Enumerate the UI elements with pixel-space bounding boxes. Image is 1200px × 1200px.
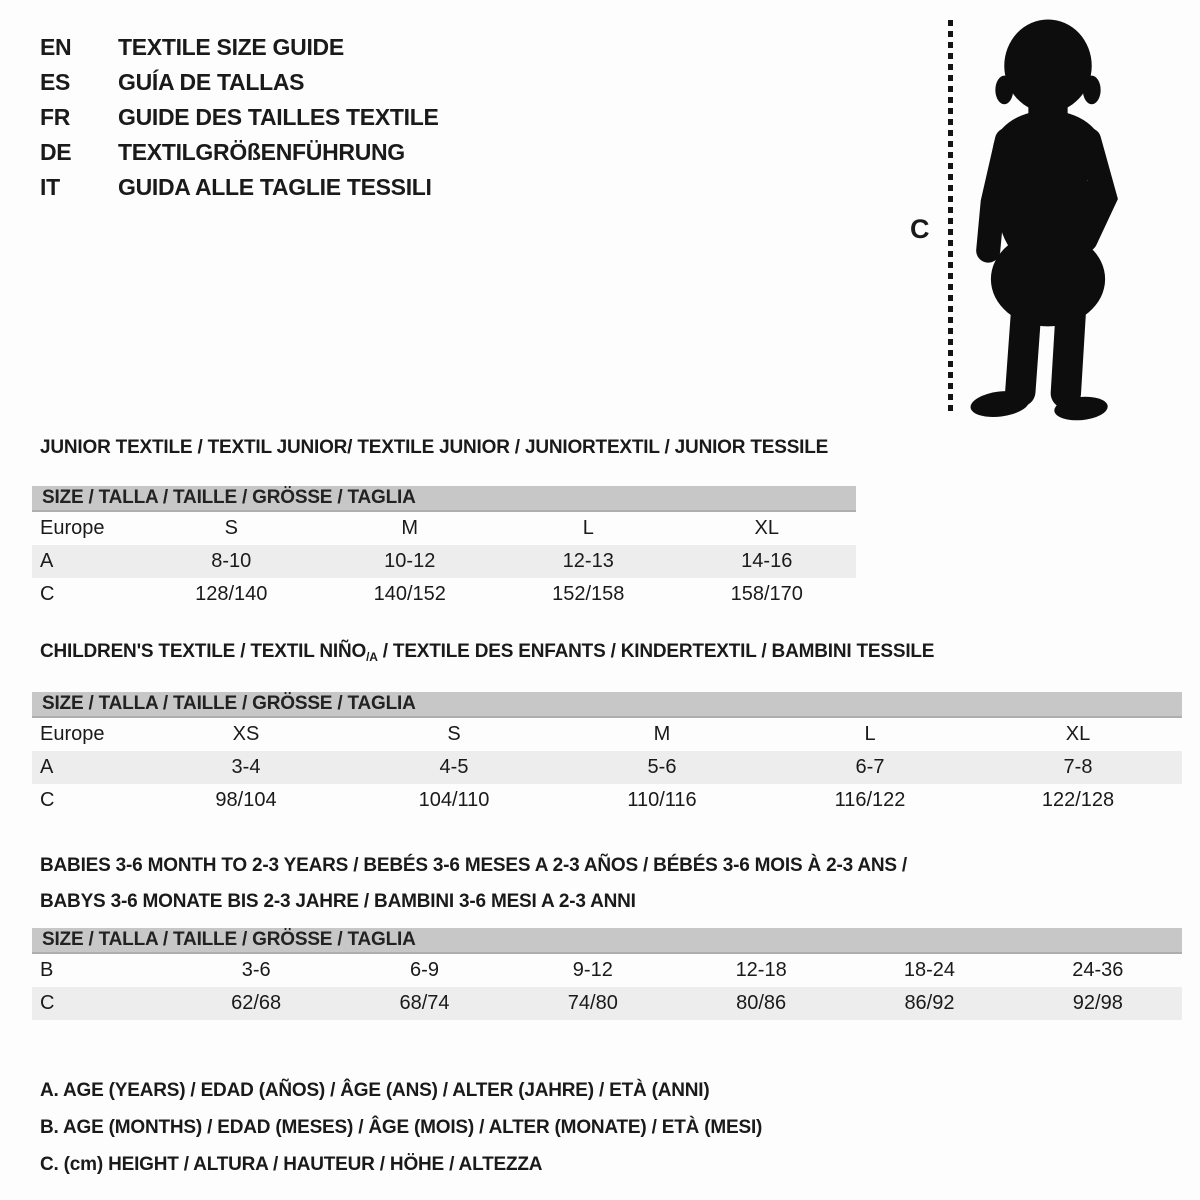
age-cell: 3-6 (241, 959, 271, 981)
height-cell: 152/158 (552, 583, 625, 605)
height-cell: 110/116 (627, 789, 697, 811)
height-cell: 140/152 (373, 583, 446, 605)
row-label: A (40, 756, 54, 778)
size-cell: M (401, 517, 419, 539)
height-cell: 86/92 (904, 992, 955, 1014)
size-cell: XS (232, 723, 260, 745)
age-cell: 14-16 (741, 550, 793, 572)
table-row (32, 751, 1182, 784)
table-row (32, 784, 1182, 817)
table-row (32, 578, 856, 611)
height-cell: 98/104 (215, 789, 277, 811)
size-cell: M (653, 723, 671, 745)
lang-row-fr (40, 100, 439, 135)
age-cell: 9-12 (572, 959, 613, 981)
height-measure-label: C (910, 214, 930, 244)
table-row (32, 987, 1182, 1020)
age-cell: 7-8 (1063, 756, 1093, 778)
babies-title-line2: BABYS 3-6 MONATE BIS 2-3 JAHRE / BAMBINI 3-6 MESI A 2-3 ANNI (40, 891, 636, 912)
height-cell: 116/122 (834, 789, 906, 811)
children-size-table (32, 692, 1182, 817)
babies-size-bar: SIZE / TALLA / TAILLE / GRÖSSE / TAGLIA (32, 928, 1182, 954)
lang-code-es: ES (40, 69, 71, 95)
children-title-pre: CHILDREN'S TEXTILE / TEXTIL NIÑO (40, 641, 367, 662)
lang-title-it: GUIDA ALLE TAGLIE TESSILI (118, 174, 432, 200)
row-label: A (40, 550, 54, 572)
table-row (32, 954, 1182, 987)
height-cell: 80/86 (736, 992, 787, 1014)
lang-title-de: TEXTILGRÖßENFÜHRUNG (118, 139, 405, 165)
children-size-bar: SIZE / TALLA / TAILLE / GRÖSSE / TAGLIA (32, 692, 1182, 718)
lang-code-fr: FR (40, 104, 71, 130)
size-cell: XL (1065, 723, 1091, 745)
lang-title-es: GUÍA DE TALLAS (118, 69, 305, 95)
children-title-post: / TEXTILE DES ENFANTS / KINDERTEXTIL / BAMBINI TESSILE (377, 641, 935, 662)
lang-code-de: DE (40, 139, 72, 165)
babies-title-line1: BABIES 3-6 MONTH TO 2-3 YEARS / BEBÉS 3-6 MESES A 2-3 AÑOS / BÉBÉS 3-6 MOIS À 2-3 ANS / (40, 855, 908, 876)
language-title-list (40, 30, 439, 205)
lang-row-de (40, 135, 439, 170)
lang-title-fr: GUIDE DES TAILLES TEXTILE (118, 104, 439, 130)
height-cell: 158/170 (730, 583, 803, 605)
age-cell: 6-7 (855, 756, 885, 778)
junior-size-table (32, 486, 856, 611)
left-leg (1020, 305, 1026, 392)
height-cell: 62/68 (231, 992, 282, 1014)
age-cell: 24-36 (1072, 959, 1124, 981)
toddler-silhouette-icon (958, 15, 1138, 421)
height-cell: 128/140 (195, 583, 268, 605)
junior-size-bar: SIZE / TALLA / TAILLE / GRÖSSE / TAGLIA (32, 486, 856, 512)
height-cell: 92/98 (1072, 992, 1123, 1014)
age-cell: 6-9 (410, 959, 439, 981)
lang-row-es (40, 65, 439, 100)
row-label: C (40, 583, 55, 605)
height-cell: 104/110 (418, 789, 490, 811)
age-cell: 12-18 (735, 959, 787, 981)
height-cell: 68/74 (399, 992, 450, 1014)
children-section-title (40, 640, 934, 669)
height-cell: 74/80 (567, 992, 618, 1014)
row-label: C (40, 789, 55, 811)
note-age-months: B. AGE (MONTHS) / EDAD (MESES) / ÂGE (MOIS) / ALTER (MONATE) / ETÀ (MESI) (40, 1116, 763, 1138)
table-row (32, 718, 1182, 751)
size-cell: XL (754, 517, 779, 539)
note-age-years: A. AGE (YEARS) / EDAD (AÑOS) / ÂGE (ANS) / ALTER (JAHRE) / ETÀ (ANNI) (40, 1079, 710, 1101)
size-cell: L (864, 723, 876, 745)
right-leg (1066, 305, 1071, 393)
lang-code-en: EN (40, 34, 72, 60)
height-cell: 122/128 (1041, 789, 1115, 811)
legend-notes (40, 1072, 762, 1183)
row-label: C (40, 992, 55, 1014)
row-label: Europe (40, 723, 105, 745)
lang-title-en: TEXTILE SIZE GUIDE (118, 34, 344, 60)
size-cell: L (582, 517, 594, 539)
age-cell: 4-5 (439, 756, 469, 778)
age-cell: 5-6 (647, 756, 677, 778)
height-dashed-line (948, 20, 953, 416)
children-title-sub: /A (366, 650, 378, 664)
age-cell: 18-24 (903, 959, 956, 981)
babies-size-table (32, 928, 1182, 1020)
size-cell: S (447, 723, 461, 745)
size-cell: S (224, 517, 238, 539)
junior-section-title: JUNIOR TEXTILE / TEXTIL JUNIOR/ TEXTILE JUNIOR / JUNIORTEXTIL / JUNIOR TESSILE (40, 437, 829, 458)
row-label: B (40, 959, 54, 981)
note-height-cm: C. (cm) HEIGHT / ALTURA / HAUTEUR / HÖHE / ALTEZZA (40, 1153, 543, 1175)
table-row (32, 512, 856, 545)
age-cell: 10-12 (384, 550, 436, 572)
row-label: Europe (40, 517, 105, 539)
lang-code-it: IT (40, 174, 60, 200)
age-cell: 12-13 (562, 550, 614, 572)
babies-section-title (40, 848, 907, 920)
age-cell: 8-10 (211, 550, 252, 572)
table-row (32, 545, 856, 578)
lang-row-en (40, 30, 439, 65)
age-cell: 3-4 (231, 756, 261, 778)
lang-row-it (40, 170, 439, 205)
